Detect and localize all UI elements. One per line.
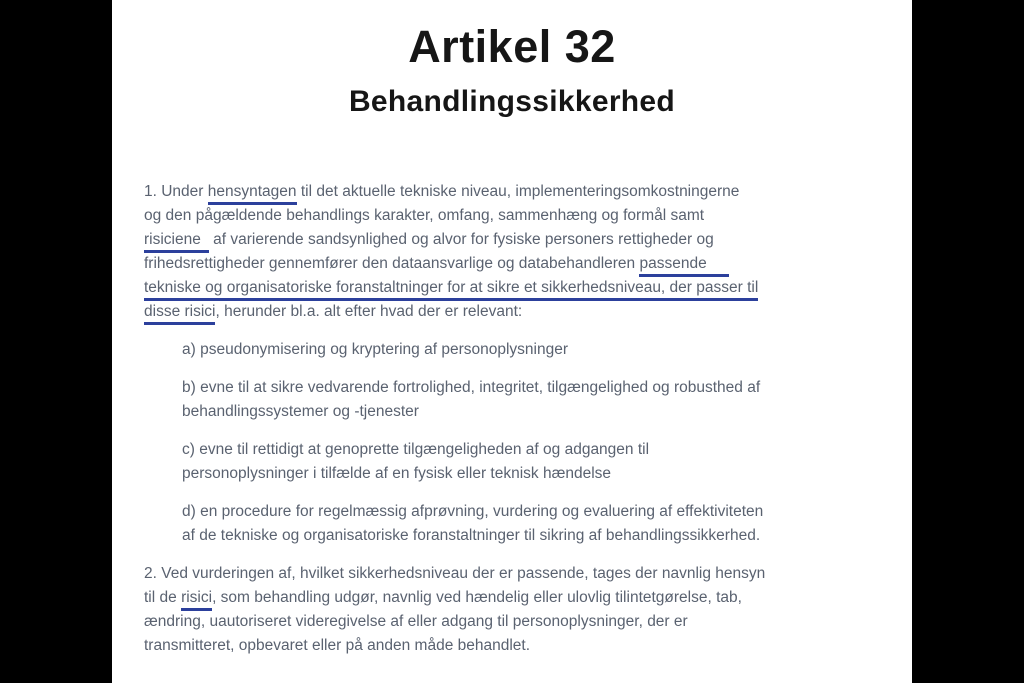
- pillarbox-right: [912, 0, 1024, 683]
- text-line: [144, 634, 880, 658]
- text-segment: og den pågældende behandlings karakter, omfang, sammenhæng og formål samt: [144, 207, 705, 224]
- underlined-text: hensyntagen: [208, 183, 297, 205]
- text-segment: 1. Under: [144, 183, 208, 200]
- text-line: [144, 180, 880, 204]
- text-line: [182, 338, 880, 362]
- text-segment: til det aktuelle tekniske niveau, implementeringsomkostningerne: [296, 183, 740, 200]
- text-segment: b) evne til at sikre vedvarende fortrolighed, integritet, tilgængelighed og robusthed af: [182, 379, 761, 396]
- text-line: [182, 400, 880, 424]
- text-segment: frihedsrettigheder gennemfører den dataansvarlige og databehandleren: [144, 255, 640, 272]
- text-segment: til de: [144, 589, 182, 606]
- underlined-text: risiciene: [144, 231, 209, 253]
- text-line: [182, 462, 880, 486]
- measures-list: [182, 338, 880, 548]
- text-segment: af varierende sandsynlighed og alvor for fysiske personers rettigheder og: [208, 231, 714, 248]
- text-line: [182, 500, 880, 524]
- list-item-a: [182, 338, 880, 362]
- text-line: [182, 376, 880, 400]
- paragraph-1: [144, 180, 880, 324]
- pillarbox-left: [0, 0, 112, 683]
- underlined-text: tekniske og organisatoriske foranstaltninger for at sikre et sikkerhedsniveau, der passer til: [144, 279, 758, 301]
- underlined-text: passende: [639, 255, 728, 277]
- document-page: [112, 0, 912, 683]
- list-item-c: [182, 438, 880, 486]
- article-title: Artikel 32: [408, 21, 616, 72]
- text-line: [182, 524, 880, 548]
- text-segment: af de tekniske og organisatoriske foranstaltninger til sikring af behandlingssikkerhed.: [182, 527, 761, 544]
- text-line: [144, 204, 880, 228]
- text-line: [144, 228, 880, 252]
- paragraph-2: [144, 562, 880, 658]
- text-segment: transmitteret, opbevaret eller på anden måde behandlet.: [144, 637, 531, 654]
- text-segment: c) evne til rettidigt at genoprette tilgængeligheden af og adgangen til: [182, 441, 650, 458]
- text-segment: personoplysninger i tilfælde af en fysisk eller teknisk hændelse: [182, 465, 612, 482]
- article-body: [144, 180, 880, 658]
- text-segment: , som behandling udgør, navnlig ved hændelig eller ulovlig tilintetgørelse, tab,: [212, 589, 742, 606]
- underlined-text: disse risici: [144, 303, 215, 325]
- text-segment: behandlingssystemer og -tjenester: [182, 403, 419, 420]
- text-segment: d) en procedure for regelmæssig afprøvning, vurdering og evaluering af effektiviteten: [182, 503, 764, 520]
- article-subtitle: Behandlingssikkerhed: [348, 85, 676, 118]
- text-line: [144, 276, 880, 300]
- text-line: [144, 586, 880, 610]
- text-line: [144, 252, 880, 276]
- text-line: [144, 300, 880, 324]
- text-segment: ændring, uautoriseret videregivelse af eller adgang til personoplysninger, der er: [144, 613, 688, 630]
- text-segment: a) pseudonymisering og kryptering af personoplysninger: [182, 341, 568, 358]
- underlined-text: risici: [181, 589, 212, 611]
- text-line: [182, 438, 880, 462]
- text-segment: , herunder bl.a. alt efter hvad der er relevant:: [215, 303, 523, 320]
- list-item-b: [182, 376, 880, 424]
- text-line: [144, 562, 880, 586]
- text-segment: 2. Ved vurderingen af, hvilket sikkerhedsniveau der er passende, tages der navnlig hensyn: [144, 565, 766, 582]
- list-item-d: [182, 500, 880, 548]
- text-line: [144, 610, 880, 634]
